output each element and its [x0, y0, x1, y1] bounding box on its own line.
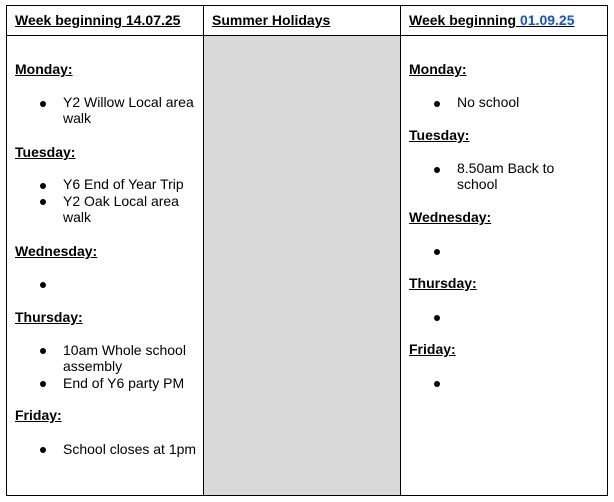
schedule-table — [6, 5, 608, 496]
day-label-wednesday: Wednesday: — [409, 209, 492, 225]
bullet-icon — [40, 348, 46, 354]
column-week-2 — [401, 6, 607, 495]
bullet-icon — [40, 447, 46, 453]
column-header — [204, 6, 400, 36]
bullet-icon — [434, 249, 440, 255]
list-item: Y2 Willow Local area walk — [63, 94, 194, 126]
header-date-link[interactable]: 01.09.25 — [519, 12, 575, 28]
list-item: 10am Whole school assembly — [63, 342, 186, 374]
column-summer-holidays — [204, 6, 401, 495]
column-header — [7, 6, 203, 36]
list-item: Y2 Oak Local area walk — [63, 193, 179, 225]
day-label-friday: Friday: — [409, 341, 456, 357]
header-prefix: Week beginning — [409, 12, 520, 28]
day-label-wednesday: Wednesday: — [15, 243, 98, 259]
bullet-icon — [40, 101, 46, 107]
list-item: Y6 End of Year Trip — [63, 176, 184, 192]
bullet-icon — [434, 315, 440, 321]
day-label-friday: Friday: — [15, 407, 62, 423]
bullet-icon — [434, 381, 440, 387]
bullet-icon — [40, 199, 46, 205]
column-header-text — [409, 12, 574, 28]
day-label-monday: Monday: — [409, 61, 467, 77]
column-header-text: Week beginning 14.07.25 — [15, 12, 181, 28]
day-label-thursday: Thursday: — [409, 275, 477, 291]
bullet-icon — [434, 167, 440, 173]
day-label-thursday: Thursday: — [15, 309, 83, 325]
list-item: 8.50am Back to school — [457, 160, 555, 192]
day-label-monday: Monday: — [15, 61, 73, 77]
list-item: No school — [457, 94, 520, 110]
bullet-icon — [40, 282, 46, 288]
column-header — [401, 6, 607, 36]
holiday-shaded-area — [204, 36, 400, 495]
bullet-icon — [40, 183, 46, 189]
column-week-1 — [7, 6, 204, 495]
list-item: End of Y6 party PM — [63, 375, 185, 391]
column-header-text: Summer Holidays — [212, 12, 331, 28]
list-item: School closes at 1pm — [63, 441, 197, 457]
bullet-icon — [40, 381, 46, 387]
day-label-tuesday: Tuesday: — [409, 127, 470, 143]
bullet-icon — [434, 101, 440, 107]
day-label-tuesday: Tuesday: — [15, 144, 76, 160]
